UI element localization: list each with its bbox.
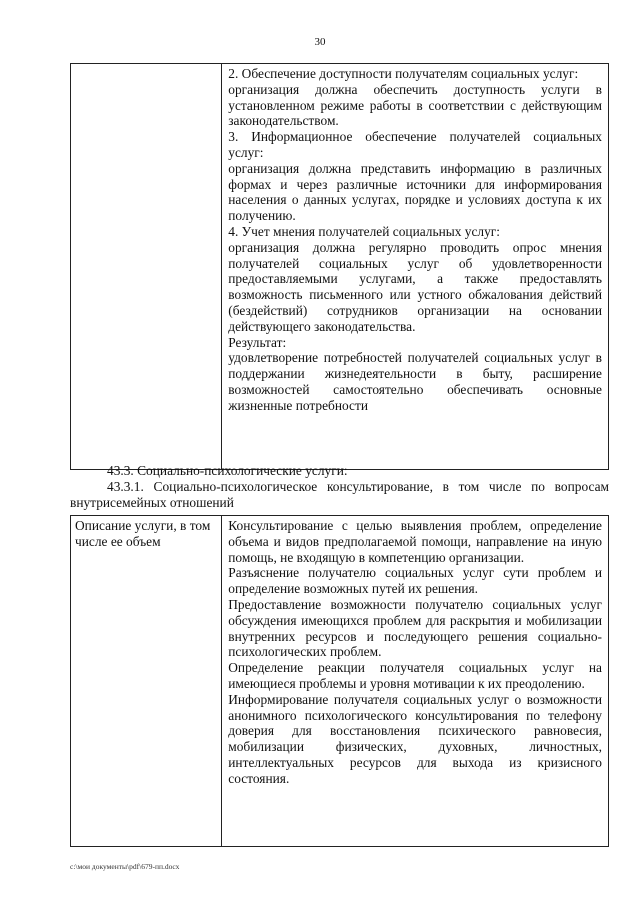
table-cell-left (71, 64, 222, 470)
paragraph-consulting: Консультирование с целью выявления проблем, определение объема и видов предполагаемой помощи, направление на иную помощь, не входящую в компетенцию организации. (228, 518, 602, 565)
paragraph-information-body: организация должна представить информацию в различных формах и через различные источники для информирования населения о данных услугах, порядке и условиях доступа к их получению. (228, 160, 602, 224)
paragraph-hotline: Информирование получателя социальных услуг о возможности анонимного психологического консультирования по телефону доверия для восстановления психического равновесия, мобилизации физических, духовных, личностных, интеллектуальных ресурсов для выхода из кризисного состояния. (228, 691, 602, 786)
left-cell-text (71, 64, 221, 68)
paragraph-feedback-heading: 4. Учет мнения получателей социальных услуг: (228, 223, 501, 239)
paragraph-reaction: Определение реакции получателя социальных услуг на имеющиеся проблемы и уровня мотивации к их преодолению. (228, 660, 602, 691)
table-row (71, 64, 609, 470)
paragraph-discussion: Предоставление возможности получателю социальных услуг обсуждения имеющихся проблем для раскрытия и мобилизации внутренних ресурсов и последующего решения социально-психологических проблем. (228, 596, 602, 660)
paragraph-result-heading: Результат: (228, 334, 287, 350)
table-cell-right (222, 64, 609, 470)
section-heading-4331: 43.3.1. Социально-психологическое консультирование, в том числе по вопросам внутрисемейных отношений (70, 479, 609, 510)
service-description-table (70, 515, 609, 847)
paragraph-information-heading: 3. Информационное обеспечение получателей социальных услуг: (228, 129, 602, 160)
table-cell-right (222, 516, 609, 847)
footer-file-path: c:\мои документы\pdf\679-пп.docx (70, 862, 180, 871)
paragraph-result-body: удовлетворение потребностей получателей социальных услуг в поддержании жизнедеятельности в быту, расширение возможностей самостоятельно обеспечивать основные жизненные потребности (228, 350, 602, 413)
table-row (71, 516, 609, 847)
paragraph-feedback-body: организация должна регулярно проводить опрос мнения получателей социальных услуг об удовлетворенности предоставляемыми услугами, а также предоставлять возможность письменного или устного обжалования действий (бездействий) сотрудников организации на основании действующего законодательства. (228, 239, 602, 334)
paragraph-accessibility-body: организация должна обеспечить доступность услуги в установленном режиме работы в соответствии с действующим законодательством. (228, 81, 602, 129)
paragraph-accessibility-heading: 2. Обеспечение доступности получателям социальных услуг: (228, 66, 579, 81)
service-standards-table-continued (70, 63, 609, 470)
paragraph-explanation: Разъяснение получателю социальных услуг сути проблем и определение возможных путей их решения. (228, 565, 602, 597)
table-cell-left (71, 516, 222, 847)
section-heading-433: 43.3. Социально-психологические услуги: (107, 463, 348, 478)
page-number: 30 (314, 36, 326, 48)
service-description-label: Описание услуги, в том числе ее объем (75, 518, 211, 549)
